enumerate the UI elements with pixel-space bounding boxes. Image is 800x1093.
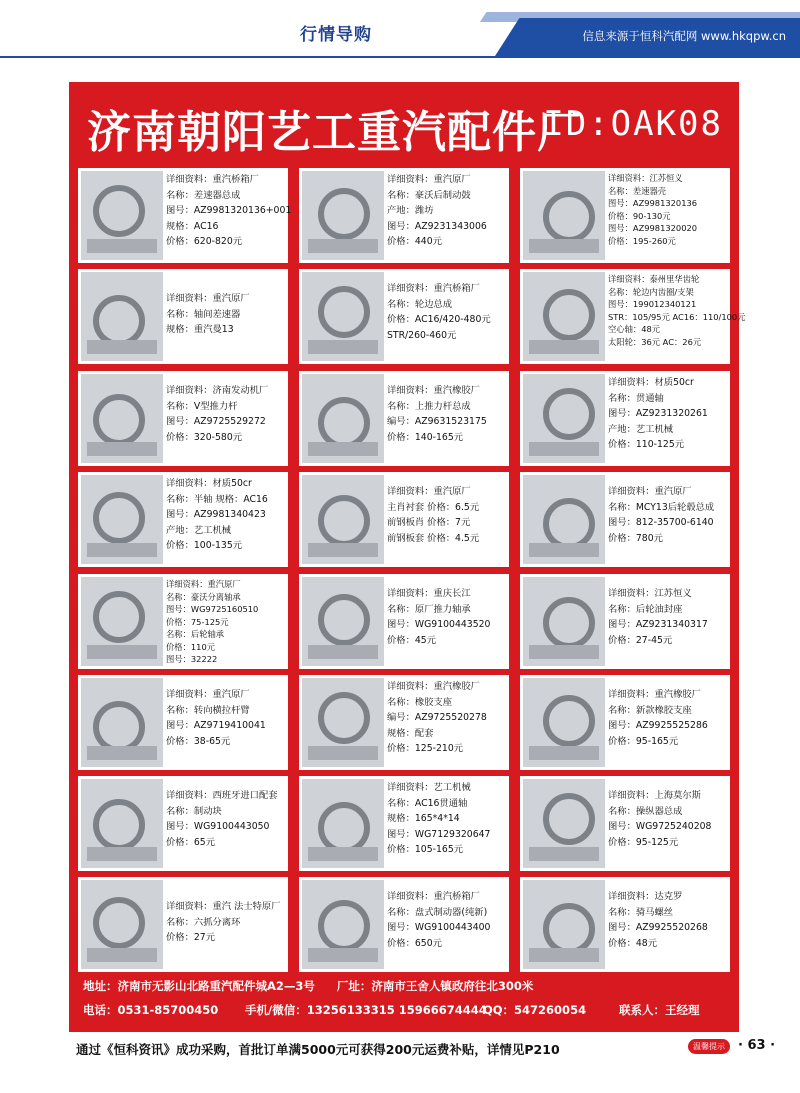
part-block: [529, 645, 599, 659]
product-details: [608, 172, 728, 247]
product-card: [78, 472, 288, 567]
product-detail-line: 名称：转向横拉杆臂: [166, 704, 250, 716]
product-detail-line: STR/260-460元: [387, 329, 457, 341]
product-detail-line: 名称：贯通轴: [608, 392, 664, 404]
product-detail-line: 规格：配套: [387, 727, 434, 739]
product-card: [78, 269, 288, 364]
product-card: [78, 675, 288, 770]
address-line: [83, 978, 533, 994]
product-detail-line: 名称：V型推力杆: [166, 400, 238, 412]
product-detail-line: 规格：AC16: [166, 220, 219, 232]
product-detail-line: 图号：AZ9231320261: [608, 408, 708, 419]
product-detail-line: 图号：WG9725160510: [166, 604, 259, 614]
product-detail-line: 名称：轮边总成: [387, 298, 453, 310]
product-detail-line: 价格：90-130元: [608, 210, 671, 221]
part-block: [87, 948, 157, 962]
page-number: · 63 ·: [738, 1038, 776, 1053]
product-detail-line: 名称：后轮油封座: [608, 603, 683, 615]
product-detail-line: 名称：橡胶支座: [387, 696, 453, 708]
product-photo: [302, 577, 384, 666]
product-card: [299, 877, 509, 972]
product-details: [608, 889, 728, 951]
product-photo: [302, 678, 384, 767]
product-detail-line: 价格：320-580元: [166, 431, 243, 443]
product-card: [520, 168, 730, 263]
part-shape: [318, 692, 370, 744]
tip-badge: 温馨提示: [688, 1039, 730, 1054]
part-shape: [543, 695, 595, 747]
part-block: [308, 239, 378, 253]
mobile-text: 手机/微信：13256133315 15966674444: [245, 1003, 487, 1017]
part-shape: [93, 799, 145, 851]
product-detail-line: 价格：650元: [387, 937, 442, 949]
product-card: [78, 877, 288, 972]
product-detail-line: 价格：100-135元: [166, 540, 243, 551]
section-title: 行情导购: [300, 25, 372, 45]
product-detail-line: 名称：MCY13后轮毂总成: [608, 501, 715, 513]
part-block: [87, 746, 157, 760]
product-detail-line: 空心轴：48元: [608, 324, 661, 334]
product-detail-line: 价格：45元: [387, 634, 437, 646]
product-detail-line: 太阳轮：36元 AC：26元: [608, 336, 702, 347]
product-detail-line: 名称：AC16贯通轴: [387, 797, 468, 809]
product-detail-line: 详细资料：重汽 法士特原厂: [166, 901, 281, 912]
product-details: [387, 889, 507, 951]
product-detail-line: 名称：后轮轴承: [166, 629, 225, 639]
product-detail-line: 图号：AZ9231340317: [608, 619, 708, 630]
product-photo: [81, 880, 163, 969]
product-detail-line: 图号：WG9100443520: [387, 619, 491, 630]
product-detail-line: 产地：艺工机械: [608, 423, 674, 435]
product-detail-line: 图号：AZ9925520268: [608, 922, 708, 933]
part-shape: [543, 388, 595, 440]
header-rule: [0, 56, 800, 58]
product-detail-line: 价格：195-260元: [608, 235, 676, 246]
part-shape: [93, 897, 145, 949]
part-shape: [543, 793, 595, 845]
product-detail-line: 详细资料：重汽桥箱厂: [387, 283, 480, 294]
product-card: [520, 472, 730, 567]
product-detail-line: 详细资料：重汽橡胶厂: [608, 689, 701, 700]
product-detail-line: 名称：上推力杆总成: [387, 400, 471, 412]
product-photo: [302, 779, 384, 868]
product-detail-line: 图号：WG9100443400: [387, 922, 491, 933]
product-detail-line: 详细资料：重汽原厂: [166, 689, 250, 700]
product-detail-line: 价格：105-165元: [387, 844, 464, 855]
product-card: [520, 269, 746, 364]
product-photo: [302, 475, 384, 564]
product-details: [608, 687, 728, 749]
product-detail-line: 详细资料：重汽原厂: [387, 174, 471, 185]
product-detail-line: 详细资料：材质50cr: [608, 377, 694, 388]
product-detail-line: 价格：27-45元: [608, 634, 673, 646]
product-photo: [302, 374, 384, 463]
product-photo: [302, 880, 384, 969]
product-details: [387, 484, 507, 546]
part-block: [529, 847, 599, 861]
product-detail-line: 价格：780元: [608, 532, 663, 544]
product-card: [520, 776, 730, 871]
product-card: [520, 675, 730, 770]
product-detail-line: 图号：WG7129320647: [387, 828, 491, 840]
product-detail-line: 名称：制动块: [166, 805, 222, 817]
product-detail-line: 详细资料：江苏恒义: [608, 588, 692, 599]
product-photo: [81, 374, 163, 463]
product-detail-line: 价格：125-210元: [387, 743, 464, 754]
product-detail-line: 详细资料：江苏恒义: [608, 173, 683, 183]
part-block: [529, 543, 599, 557]
product-detail-line: 前钢板肖 价格：7元: [387, 517, 471, 528]
part-shape: [93, 394, 145, 446]
shop-id: ID:OAK08: [543, 104, 723, 144]
product-detail-line: 详细资料：重汽原厂: [166, 579, 241, 589]
product-detail-line: 价格：38-65元: [166, 735, 231, 747]
product-card: [78, 371, 288, 466]
product-details: [608, 484, 728, 546]
factory-address-text: 厂址：济南市王舍人镇政府往北300米: [336, 979, 534, 993]
product-detail-line: 名称：差速器壳: [608, 185, 667, 196]
product-detail-line: 图号：812-35700-6140: [608, 517, 714, 528]
product-card: [299, 269, 509, 364]
product-detail-line: 价格：AC16/420-480元: [387, 314, 491, 325]
part-shape: [318, 495, 370, 547]
product-photo: [523, 880, 605, 969]
product-photo: [81, 475, 163, 564]
part-shape: [318, 188, 370, 240]
part-block: [308, 340, 378, 354]
part-block: [87, 239, 157, 253]
product-card: [299, 776, 509, 871]
part-shape: [93, 591, 145, 643]
part-block: [87, 645, 157, 659]
product-detail-line: 详细资料：泰州里华齿轮: [608, 274, 700, 284]
product-detail-line: 价格：48元: [608, 937, 658, 949]
product-details: [166, 578, 286, 666]
product-card: [78, 168, 292, 263]
product-details: [387, 780, 507, 858]
product-detail-line: 图号：AZ9981320020: [608, 223, 698, 233]
product-detail-line: 名称：六抓分离环: [166, 916, 241, 928]
product-details: [608, 375, 728, 453]
product-detail-line: 详细资料：上海莫尔斯: [608, 790, 701, 801]
company-name: 济南朝阳艺工重汽配件厂: [87, 107, 582, 158]
product-detail-line: 编号：AZ9725520278: [387, 712, 487, 723]
part-block: [308, 543, 378, 557]
product-detail-line: 图号：AZ9981320136+001: [166, 205, 292, 216]
product-detail-line: 详细资料：艺工机械: [387, 782, 471, 793]
product-card: [299, 472, 509, 567]
product-photo: [81, 171, 163, 260]
part-block: [87, 847, 157, 861]
product-details: [166, 383, 286, 445]
part-block: [529, 948, 599, 962]
product-photo: [81, 678, 163, 767]
part-shape: [543, 191, 595, 243]
product-photo: [302, 171, 384, 260]
product-detail-line: 名称：豪沃后制动鼓: [387, 189, 471, 201]
product-detail-line: 详细资料：西班牙进口配套: [166, 790, 278, 801]
product-detail-line: 规格：重汽曼13: [166, 324, 234, 335]
product-detail-line: 详细资料：达克罗: [608, 891, 683, 902]
product-details: [387, 383, 507, 445]
part-block: [529, 340, 599, 354]
product-photo: [81, 779, 163, 868]
part-block: [308, 645, 378, 659]
product-photo: [523, 678, 605, 767]
product-card: [299, 371, 509, 466]
part-shape: [318, 900, 370, 952]
part-block: [308, 442, 378, 456]
phone-text: 电话：0531-85700450: [83, 1003, 219, 1017]
product-details: [166, 788, 286, 850]
product-detail-line: 图号：AZ9231343006: [387, 220, 487, 232]
product-photo: [523, 779, 605, 868]
part-block: [87, 340, 157, 354]
part-block: [308, 746, 378, 760]
product-detail-line: 详细资料：重汽原厂: [387, 486, 471, 497]
product-photo: [523, 171, 605, 260]
product-photo: [81, 577, 163, 666]
product-detail-line: 图号：AZ9725529272: [166, 416, 266, 427]
promo-text: 通过《恒科资讯》成功采购，首批订单满5000元可获得200元运费补贴，详情见P210: [76, 1042, 560, 1057]
product-card: [299, 574, 509, 669]
source-text: 信息来源于恒科汽配网 www.hkqpw.cn: [582, 29, 786, 43]
contact-person-text: 联系人：王经理: [619, 1003, 700, 1017]
part-shape: [543, 289, 595, 341]
product-detail-line: 详细资料：重汽橡胶厂: [387, 385, 480, 396]
product-details: [608, 273, 746, 348]
part-shape: [93, 185, 145, 237]
qq-text: QQ：547260054: [483, 1003, 587, 1017]
page-header: [0, 0, 800, 62]
product-detail-line: 详细资料：重汽橡胶厂: [387, 681, 480, 692]
part-block: [87, 543, 157, 557]
product-details: [387, 586, 507, 648]
product-detail-line: 名称：新款橡胶支座: [608, 704, 692, 716]
product-details: [166, 476, 286, 554]
product-detail-line: 价格：440元: [387, 236, 442, 247]
product-photo: [302, 272, 384, 361]
address-text: 地址：济南市无影山北路重汽配件城A2—3号: [83, 979, 315, 993]
product-detail-line: 名称：盘式制动器(纯新): [387, 906, 488, 918]
product-details: [387, 172, 507, 250]
product-detail-line: 价格：95-165元: [608, 735, 679, 747]
product-detail-line: 价格：110-125元: [608, 439, 685, 450]
product-detail-line: 图号：32222: [166, 654, 218, 664]
product-card: [299, 168, 509, 263]
product-card: [520, 877, 730, 972]
product-details: [166, 291, 286, 338]
product-detail-line: 图号：AZ9719410041: [166, 720, 266, 731]
product-details: [608, 586, 728, 648]
product-photo: [523, 272, 605, 361]
product-detail-line: 详细资料：重汽原厂: [166, 293, 250, 304]
product-detail-line: 详细资料：重汽原厂: [608, 486, 692, 497]
part-block: [529, 239, 599, 253]
product-detail-line: 主肖衬套 价格：6.5元: [387, 501, 480, 513]
product-detail-line: 规格：165*4*14: [387, 813, 460, 824]
product-detail-line: 详细资料：重庆长江: [387, 588, 471, 599]
product-detail-line: 价格：620-820元: [166, 236, 243, 247]
product-detail-line: 价格：95-125元: [608, 836, 679, 848]
product-detail-line: 价格：110元: [166, 641, 216, 652]
product-details: [166, 687, 286, 749]
product-card: [299, 675, 509, 770]
product-card: [78, 574, 288, 669]
part-shape: [318, 286, 370, 338]
part-block: [308, 847, 378, 861]
product-detail-line: 详细资料：济南发动机厂: [166, 385, 269, 396]
product-card: [520, 371, 730, 466]
product-detail-line: 名称：原厂推力轴承: [387, 603, 471, 615]
product-detail-line: 详细资料：重汽桥箱厂: [166, 174, 259, 185]
part-block: [529, 746, 599, 760]
product-card: [520, 574, 730, 669]
part-shape: [318, 594, 370, 646]
product-photo: [81, 272, 163, 361]
product-photo: [523, 374, 605, 463]
product-detail-line: 价格：75-125元: [166, 616, 229, 627]
product-details: [387, 679, 507, 757]
product-detail-line: 前钢板套 价格：4.5元: [387, 532, 480, 544]
product-detail-line: 产地：艺工机械: [166, 524, 232, 536]
product-detail-line: 图号：199012340121: [608, 299, 697, 309]
part-shape: [543, 597, 595, 649]
advertisement-panel: [69, 82, 746, 1032]
product-detail-line: 图号：AZ9981320136: [608, 198, 698, 208]
product-detail-line: 价格：27元: [166, 932, 216, 943]
product-detail-line: 名称：骑马螺丝: [608, 906, 674, 918]
product-detail-line: 编号：AZ9631523175: [387, 416, 487, 427]
product-details: [166, 172, 292, 250]
product-card: [78, 776, 288, 871]
product-detail-line: 名称：轴间差速器: [166, 308, 241, 320]
product-detail-line: 名称：差速器总成: [166, 189, 241, 201]
product-detail-line: 产地：潍坊: [387, 205, 434, 216]
product-detail-line: 图号：AZ9981340423: [166, 509, 266, 520]
product-photo: [523, 475, 605, 564]
product-detail-line: 价格：65元: [166, 836, 216, 848]
product-details: [166, 899, 286, 946]
product-detail-line: 名称：轮边内齿圈/支架: [608, 286, 694, 297]
product-detail-line: 图号：AZ9925525286: [608, 720, 708, 731]
product-detail-line: 名称：操纵器总成: [608, 805, 683, 817]
product-detail-line: 价格：140-165元: [387, 431, 464, 443]
product-detail-line: 名称：豪沃分离轴承: [166, 591, 241, 602]
part-block: [87, 442, 157, 456]
product-detail-line: 图号：WG9725240208: [608, 821, 712, 832]
part-shape: [93, 492, 145, 544]
product-photo: [523, 577, 605, 666]
product-details: [387, 281, 507, 343]
part-block: [308, 948, 378, 962]
product-detail-line: 图号：WG9100443050: [166, 821, 270, 832]
product-detail-line: 详细资料：材质50cr: [166, 478, 252, 489]
product-detail-line: STR：105/95元 AC16：110/100元: [608, 311, 746, 322]
product-detail-line: 名称：半轴 规格：AC16: [166, 493, 268, 505]
product-detail-line: 详细资料：重汽桥箱厂: [387, 891, 480, 902]
product-details: [608, 788, 728, 850]
part-block: [529, 442, 599, 456]
